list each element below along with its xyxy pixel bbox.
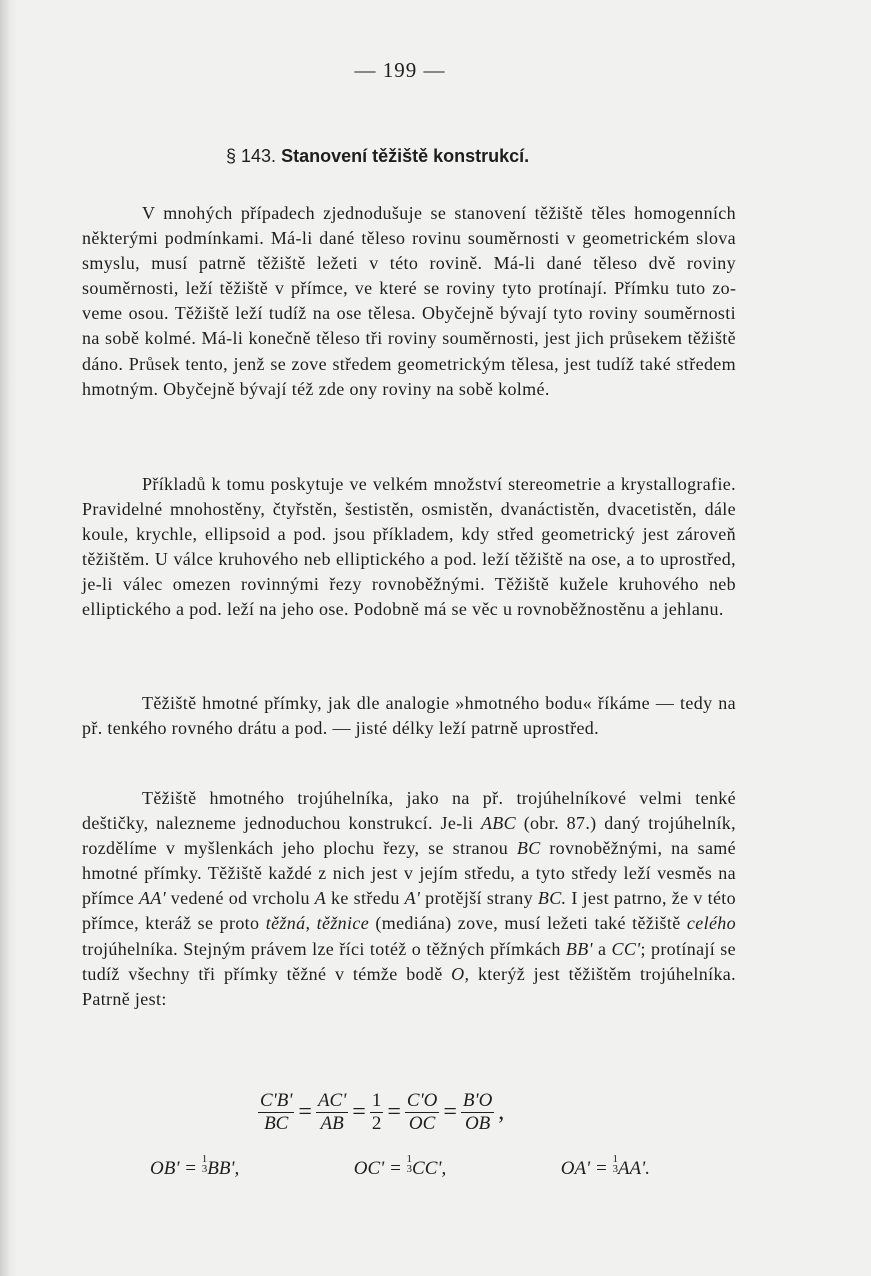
paragraph-text <box>82 786 736 1012</box>
equation-item <box>354 1154 446 1180</box>
text-run: ke středu <box>326 888 405 909</box>
equals-sign: = <box>298 1099 312 1125</box>
text-run: I jest patrno, že v této přímce, kteráž se proto <box>82 888 736 934</box>
paragraph-text: Příkladů k tomu poskytuje ve velkém množství stereometrie a krystallografie. Pravidelné mnohostěny, čtyřstěn, šestistěn, osmistěn, dvanáctistěn, dvacetistěn, dále koule, krychle, ellipsoid a pod. jsou příkladem, kdy střed geometrický jest zároveň těžištěm. U válce kruhového neb elliptického a pod. leží těžiště na ose, a to uprostřed, je-li válec omezen rovinnými řezy rovnoběžnými. Těžiště kužele kruhového neb elliptického a pod. leží na jeho ose. Podobně má se věc u rovnoběžnostěnu a jehlanu. <box>82 474 736 620</box>
math-symbol: CC' <box>611 938 641 959</box>
math-symbol: A <box>314 888 327 909</box>
fraction <box>405 1090 439 1135</box>
fraction-denominator: 3 <box>201 1163 208 1175</box>
text-run: ; protínají se tudíž všechny tři přímky těžné v témže bodě <box>82 938 736 984</box>
paragraph-2 <box>82 472 736 623</box>
text-run: vedené od vrcholu <box>165 888 315 909</box>
equation-item <box>561 1154 650 1180</box>
comma: , <box>498 1099 505 1125</box>
fraction-denominator: 3 <box>406 1163 413 1175</box>
equation-lhs: OC' = <box>353 1158 407 1179</box>
equals-sign: = <box>443 1099 457 1125</box>
fraction <box>316 1090 348 1135</box>
equation-rhs: AA'. <box>617 1158 650 1179</box>
paragraph-3 <box>82 691 736 741</box>
emphasis-term: těžná, těžnice <box>265 913 370 934</box>
math-symbol: BB' <box>565 938 593 959</box>
ratio-results <box>150 1154 650 1180</box>
text-run: kterýž jest těžištěm trojúhelníka. Patrně jest: <box>82 963 736 1009</box>
math-symbol: BC. <box>537 888 567 909</box>
text-run: Těžiště hmotného trojúhelníka, jako na př. trojúhelníkové velmi tenké deštičky, nalezneme jednoduchou konstrukcí. Je-li <box>82 788 736 834</box>
page-edge-shadow <box>0 0 18 1276</box>
paragraph-text: Těžiště hmotné přímky, jak dle analogie »hmotného bodu« říkáme — tedy na př. tenkého rovného drátu a pod. — jisté délky leží patrně uprostřed. <box>82 693 736 739</box>
fraction-numerator: AC' <box>317 1090 347 1111</box>
equals-sign: = <box>352 1099 366 1125</box>
emphasis-term: celého <box>686 913 736 934</box>
math-symbol: A' <box>404 888 421 909</box>
equals-sign: = <box>387 1099 401 1125</box>
fraction-denominator: OB <box>464 1113 491 1134</box>
fraction-numerator: 1 <box>371 1090 382 1111</box>
ratio-equation <box>256 1090 506 1135</box>
fraction-numerator: 1 <box>201 1153 208 1165</box>
text-run: trojúhelníka. Stejným právem lze říci totéž o těžných přímkách <box>82 938 566 959</box>
fraction-numerator: B'O <box>462 1090 493 1111</box>
fraction-numerator: 1 <box>612 1153 618 1165</box>
text-run: protější strany <box>420 888 538 909</box>
fraction-denominator: 2 <box>371 1113 382 1134</box>
fraction <box>370 1090 384 1135</box>
text-run: (mediána) zove, musí ležeti také těžiště <box>369 913 687 934</box>
equation-lhs: OA' = <box>560 1158 613 1179</box>
fraction <box>461 1090 494 1135</box>
section-heading <box>226 146 529 167</box>
fraction-denominator: 3 <box>612 1163 618 1175</box>
equation-item <box>150 1154 239 1180</box>
math-symbol: ABC <box>480 813 516 834</box>
equation-rhs: CC', <box>412 1158 447 1179</box>
math-symbol: BC <box>516 838 541 859</box>
section-number: § 143. <box>226 146 277 166</box>
math-symbol: O, <box>451 963 470 984</box>
fraction-numerator: 1 <box>406 1153 413 1165</box>
page-number: — 199 — <box>354 58 446 82</box>
fraction-denominator: OC <box>408 1113 436 1134</box>
fraction-numerator: C'B' <box>260 1090 293 1111</box>
text-run: rovnoběžnými, na samé hmotné přímky. Těžiště každé z nich jest v jejím středu, a tyto středy leží vesměs na přímce <box>82 838 736 909</box>
text-run: a <box>592 938 612 959</box>
paragraph-4 <box>82 786 736 1012</box>
paragraph-text: V mnohých případech zjednodušuje se stanovení těžiště těles homogenních některými podmínkami. Má-li dané těleso rovinu souměrnosti v geometrickém slova smyslu, musí patrně těžiště ležeti v této rovině. Má-li dané těleso dvě roviny souměrnosti, leží těžiště v přímce, ve které se roviny tyto protínají. Přímku tuto zoveme osou. Těžiště leží tudíž na ose tělesa. Obyčejně bývají tyto roviny souměrnosti na sobě kolmé. Má-li konečně těleso tři roviny souměrnosti, jest jich průsekem těžiště dáno. Průsek tento, jenž se zove středem geometrickým tělesa, jest tudíž také středem hmotným. Obyčejně bývají též zde ony roviny na sobě kolmé. <box>82 203 736 399</box>
section-title: Stanovení těžiště konstrukcí. <box>281 146 530 166</box>
text-run: (obr. 87.) daný trojúhelník, rozdělíme v myšlenkách jeho plochu řezy, se stranou <box>82 813 736 859</box>
fraction-numerator: C'O <box>406 1090 438 1111</box>
fraction <box>258 1090 294 1135</box>
equation-lhs: OB' = <box>150 1158 202 1179</box>
fraction-denominator: BC <box>264 1113 289 1134</box>
math-symbol: AA' <box>139 888 166 909</box>
equation-rhs: BB', <box>207 1158 240 1179</box>
fraction-denominator: AB <box>320 1113 344 1134</box>
paragraph-1 <box>82 201 736 402</box>
